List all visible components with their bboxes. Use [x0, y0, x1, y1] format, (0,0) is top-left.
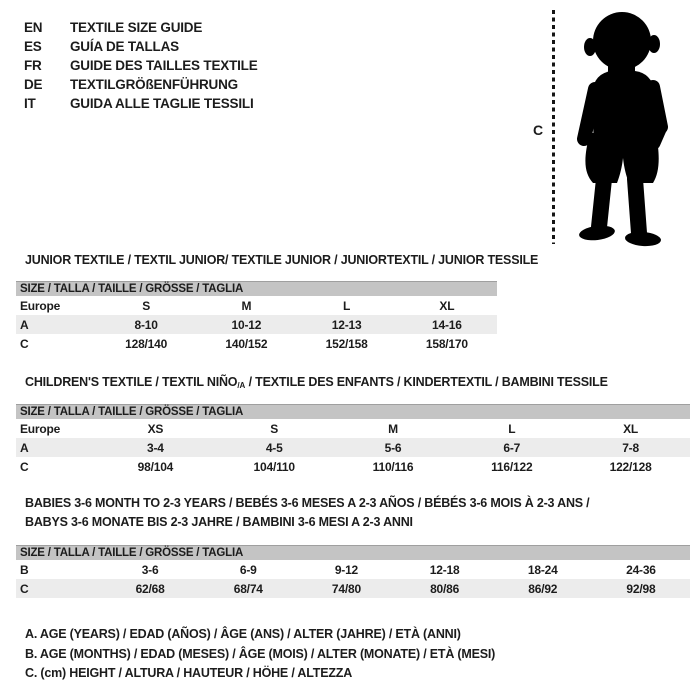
cell: 5-6	[384, 440, 402, 455]
language-title: GUÍA DE TALLAS	[70, 39, 179, 54]
language-code: DE	[24, 77, 43, 92]
children-section-title	[25, 373, 608, 395]
cell: 122/128	[609, 459, 652, 474]
size-header-text: SIZE / TALLA / TAILLE / GRÖSSE / TAGLIA	[20, 406, 244, 418]
cell: 4-5	[265, 440, 283, 455]
footnotes	[25, 625, 495, 684]
table-row	[16, 334, 497, 353]
cell: 98/104	[137, 459, 174, 474]
cell: 12-18	[429, 562, 460, 577]
language-row-it	[24, 94, 258, 113]
language-row-de	[24, 75, 258, 94]
language-row-es	[24, 37, 258, 56]
cell: 3-6	[141, 562, 159, 577]
table-row	[16, 560, 690, 579]
cell: L	[343, 298, 351, 313]
size-header-text: SIZE / TALLA / TAILLE / GRÖSSE / TAGLIA	[20, 283, 244, 295]
language-title: GUIDE DES TAILLES TEXTILE	[70, 58, 258, 73]
size-header-bar	[16, 404, 690, 419]
cell: 14-16	[432, 317, 462, 332]
size-header-bar	[16, 545, 690, 560]
cell: M	[241, 298, 252, 313]
row-label: C	[20, 336, 29, 351]
cell: 110/116	[372, 459, 414, 474]
table-row	[16, 579, 690, 598]
row-label: B	[20, 562, 29, 577]
cell: 10-12	[231, 317, 262, 332]
language-code: IT	[24, 96, 36, 111]
footnote-c: C. (cm) HEIGHT / ALTURA / HAUTEUR / HÖHE / ALTEZZA	[25, 666, 353, 680]
babies-title-line2: BABYS 3-6 MONATE BIS 2-3 JAHRE / BAMBINI 3-6 MESI A 2-3 ANNI	[25, 515, 413, 529]
cell: 104/110	[253, 459, 295, 474]
cell: L	[508, 421, 516, 436]
cell: 6-9	[239, 562, 257, 577]
cell: 12-13	[331, 317, 362, 332]
table-row	[16, 296, 497, 315]
children-title-suffix: / TEXTILE DES ENFANTS / KINDERTEXTIL / BAMBINI TESSILE	[245, 375, 608, 389]
footnote-a: A. AGE (YEARS) / EDAD (AÑOS) / ÂGE (ANS) / ALTER (JAHRE) / ETÀ (ANNI)	[25, 627, 461, 641]
row-label: C	[20, 581, 29, 596]
table-row	[16, 457, 690, 476]
size-header-text: SIZE / TALLA / TAILLE / GRÖSSE / TAGLIA	[20, 547, 244, 559]
cell: 7-8	[622, 440, 639, 455]
language-title: TEXTILE SIZE GUIDE	[70, 20, 203, 35]
cell: 68/74	[233, 581, 263, 596]
height-measure-dotted-line	[552, 10, 555, 244]
cell: 24-36	[626, 562, 656, 577]
cell: 152/158	[325, 336, 368, 351]
cell: 9-12	[334, 562, 359, 577]
cell: 116/122	[491, 459, 533, 474]
language-row-en	[24, 18, 258, 37]
cell: XL	[439, 298, 455, 313]
cell: 158/170	[425, 336, 468, 351]
cell: 8-10	[134, 317, 158, 332]
language-row-fr	[24, 56, 258, 75]
cell: 3-4	[147, 440, 164, 455]
babies-section-title	[25, 494, 589, 532]
cell: 140/152	[225, 336, 268, 351]
cell: 74/80	[331, 581, 361, 596]
language-code: FR	[24, 58, 42, 73]
row-label: A	[20, 440, 29, 455]
babies-size-table	[16, 545, 690, 598]
size-header-bar	[16, 281, 497, 296]
babies-title-line1: BABIES 3-6 MONTH TO 2-3 YEARS / BEBÉS 3-6 MESES A 2-3 AÑOS / BÉBÉS 3-6 MOIS À 2-3 ANS /	[25, 496, 590, 510]
row-label: Europe	[20, 421, 61, 436]
children-title-subscript: /A	[237, 381, 246, 390]
row-label: Europe	[20, 298, 61, 313]
row-label: C	[20, 459, 29, 474]
cell: 128/140	[125, 336, 168, 351]
toddler-silhouette-image	[561, 7, 689, 247]
junior-section-title: JUNIOR TEXTILE / TEXTIL JUNIOR/ TEXTILE JUNIOR / JUNIORTEXTIL / JUNIOR TESSILE	[25, 253, 539, 267]
children-size-table	[16, 404, 690, 476]
cell: 80/86	[430, 581, 460, 596]
table-row	[16, 438, 690, 457]
table-row	[16, 315, 497, 334]
cell: 18-24	[527, 562, 558, 577]
table-row	[16, 419, 690, 438]
language-title: TEXTILGRÖßENFÜHRUNG	[70, 77, 238, 92]
language-list	[24, 18, 258, 113]
junior-size-table	[16, 281, 497, 353]
language-code: EN	[24, 20, 43, 35]
cell: M	[388, 421, 398, 436]
cell: 62/68	[135, 581, 165, 596]
language-code: ES	[24, 39, 42, 54]
cell: XL	[623, 421, 639, 436]
cell: S	[270, 421, 279, 436]
row-label: A	[20, 317, 29, 332]
cell: S	[142, 298, 151, 313]
height-measure-label: C	[533, 122, 543, 138]
cell: XS	[147, 421, 164, 436]
footnote-b: B. AGE (MONTHS) / EDAD (MESES) / ÂGE (MOIS) / ALTER (MONATE) / ETÀ (MESI)	[25, 646, 496, 661]
cell: 6-7	[503, 440, 521, 455]
children-title-prefix: CHILDREN'S TEXTILE / TEXTIL NIÑO	[25, 375, 238, 389]
cell: 86/92	[528, 581, 558, 596]
language-title: GUIDA ALLE TAGLIE TESSILI	[70, 96, 254, 111]
cell: 92/98	[626, 581, 656, 596]
